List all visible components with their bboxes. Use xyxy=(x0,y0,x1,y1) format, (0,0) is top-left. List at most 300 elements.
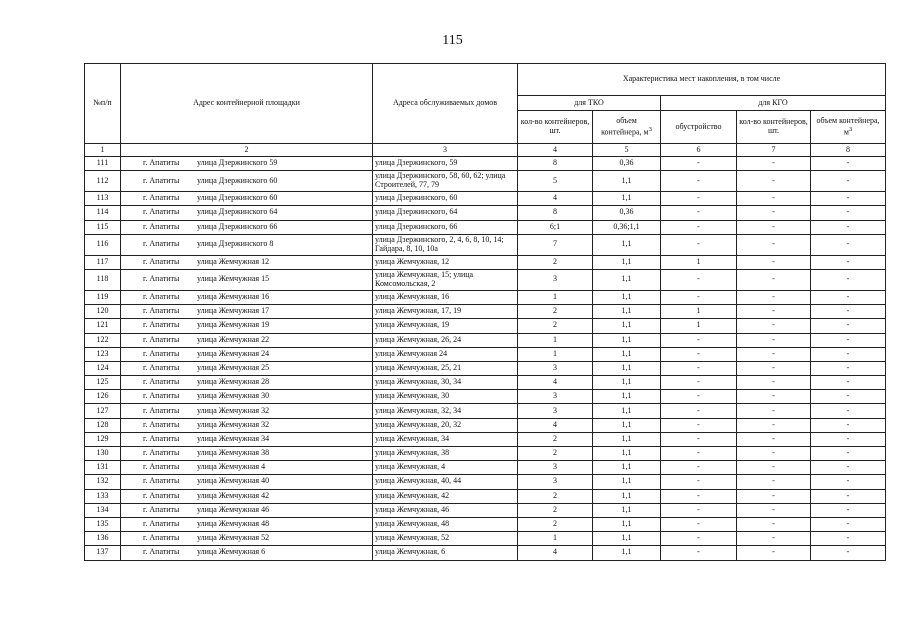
tko-container-volume: 0,36;1,1 xyxy=(593,220,661,234)
kgo-container-volume: - xyxy=(811,532,886,546)
served-houses: улица Жемчужная, 48 xyxy=(373,517,518,531)
served-houses: улица Дзержинского, 66 xyxy=(373,220,518,234)
site-address xyxy=(121,157,373,171)
kgo-container-volume: - xyxy=(811,347,886,361)
col-number: 2 xyxy=(121,144,373,157)
kgo-container-count: - xyxy=(737,255,811,269)
site-city: г. Апатиты xyxy=(143,476,180,486)
site-address xyxy=(121,234,373,255)
table-row xyxy=(85,546,886,560)
kgo-container-count: - xyxy=(737,361,811,375)
site-city: г. Апатиты xyxy=(143,490,180,500)
tko-container-count: 1 xyxy=(518,347,593,361)
site-city: г. Апатиты xyxy=(143,193,180,203)
site-address xyxy=(121,517,373,531)
col-number: 4 xyxy=(518,144,593,157)
site-street: улица Жемчужная 22 xyxy=(197,334,270,344)
site-city: г. Апатиты xyxy=(143,320,180,330)
col-number: 6 xyxy=(661,144,737,157)
kgo-container-count: - xyxy=(737,206,811,220)
site-city: г. Апатиты xyxy=(143,239,180,249)
site-city: г. Апатиты xyxy=(143,175,180,185)
table-row xyxy=(85,333,886,347)
served-houses: улица Жемчужная, 42 xyxy=(373,489,518,503)
site-street: улица Дзержинского 60 xyxy=(197,175,278,185)
tko-container-volume: 1,1 xyxy=(593,447,661,461)
tko-container-count: 7 xyxy=(518,234,593,255)
site-street: улица Жемчужная 16 xyxy=(197,292,270,302)
site-address xyxy=(121,461,373,475)
tko-container-volume: 0,36 xyxy=(593,157,661,171)
table-row xyxy=(85,192,886,206)
tko-container-volume: 1,1 xyxy=(593,404,661,418)
kgo-arrangement: - xyxy=(661,489,737,503)
site-street: улица Жемчужная 40 xyxy=(197,476,270,486)
site-street: улица Дзержинского 8 xyxy=(197,239,274,249)
header-group-tko: для ТКО xyxy=(518,96,661,111)
served-houses: улица Жемчужная, 26, 24 xyxy=(373,333,518,347)
table-row xyxy=(85,171,886,192)
kgo-container-volume: - xyxy=(811,404,886,418)
tko-container-count: 6;1 xyxy=(518,220,593,234)
tko-container-volume: 1,1 xyxy=(593,532,661,546)
served-houses: улица Жемчужная, 16 xyxy=(373,290,518,304)
table-row xyxy=(85,319,886,333)
row-number: 125 xyxy=(85,376,121,390)
tko-container-volume: 1,1 xyxy=(593,376,661,390)
site-street: улица Дзержинского 60 xyxy=(197,193,278,203)
col-number: 5 xyxy=(593,144,661,157)
tko-container-count: 3 xyxy=(518,404,593,418)
site-address xyxy=(121,390,373,404)
kgo-container-volume: - xyxy=(811,418,886,432)
kgo-arrangement: - xyxy=(661,361,737,375)
table-row xyxy=(85,290,886,304)
row-number: 122 xyxy=(85,333,121,347)
col-number: 7 xyxy=(737,144,811,157)
tko-container-count: 2 xyxy=(518,305,593,319)
tko-container-volume: 1,1 xyxy=(593,234,661,255)
kgo-arrangement: - xyxy=(661,347,737,361)
site-street: улица Жемчужная 6 xyxy=(197,547,266,557)
kgo-container-count: - xyxy=(737,461,811,475)
row-number: 118 xyxy=(85,269,121,290)
row-number: 130 xyxy=(85,447,121,461)
site-city: г. Апатиты xyxy=(143,306,180,316)
tko-container-count: 5 xyxy=(518,171,593,192)
kgo-container-count: - xyxy=(737,305,811,319)
row-number: 126 xyxy=(85,390,121,404)
tko-container-count: 2 xyxy=(518,447,593,461)
kgo-arrangement: - xyxy=(661,404,737,418)
kgo-container-count: - xyxy=(737,319,811,333)
site-city: г. Апатиты xyxy=(143,433,180,443)
served-houses: улица Жемчужная, 17, 19 xyxy=(373,305,518,319)
table-row xyxy=(85,432,886,446)
kgo-container-count: - xyxy=(737,234,811,255)
kgo-arrangement: - xyxy=(661,234,737,255)
kgo-arrangement: - xyxy=(661,532,737,546)
tko-container-volume: 1,1 xyxy=(593,546,661,560)
row-number: 132 xyxy=(85,475,121,489)
tko-container-volume: 1,1 xyxy=(593,255,661,269)
header-address: Адрес контейнерной площадки xyxy=(121,64,373,144)
served-houses: улица Жемчужная, 32, 34 xyxy=(373,404,518,418)
row-number: 116 xyxy=(85,234,121,255)
kgo-container-count: - xyxy=(737,489,811,503)
site-city: г. Апатиты xyxy=(143,221,180,231)
header-houses: Адреса обслуживаемых домов xyxy=(373,64,518,144)
served-houses: улица Жемчужная, 38 xyxy=(373,447,518,461)
header-arrangement: обустройство xyxy=(661,111,737,144)
row-number: 129 xyxy=(85,432,121,446)
site-address xyxy=(121,192,373,206)
header-characteristics: Характеристика мест накопления, в том числе xyxy=(518,64,886,96)
site-street: улица Жемчужная 25 xyxy=(197,362,270,372)
kgo-container-volume: - xyxy=(811,546,886,560)
header-volume-kgo: объем контейнера, $м^3$ xyxy=(811,111,886,144)
site-address xyxy=(121,290,373,304)
row-number: 111 xyxy=(85,157,121,171)
kgo-container-count: - xyxy=(737,532,811,546)
kgo-container-count: - xyxy=(737,171,811,192)
site-address xyxy=(121,333,373,347)
kgo-container-count: - xyxy=(737,290,811,304)
row-number: 123 xyxy=(85,347,121,361)
kgo-arrangement: - xyxy=(661,503,737,517)
table-body xyxy=(85,157,886,561)
table-row xyxy=(85,517,886,531)
kgo-container-volume: - xyxy=(811,319,886,333)
kgo-arrangement: - xyxy=(661,447,737,461)
site-city: г. Апатиты xyxy=(143,391,180,401)
site-city: г. Апатиты xyxy=(143,519,180,529)
header-volume-kgo-sup: 3 xyxy=(848,125,853,133)
kgo-container-count: - xyxy=(737,503,811,517)
kgo-container-count: - xyxy=(737,376,811,390)
table-row xyxy=(85,390,886,404)
site-city: г. Апатиты xyxy=(143,207,180,217)
tko-container-count: 3 xyxy=(518,269,593,290)
tko-container-volume: 1,1 xyxy=(593,361,661,375)
site-city: г. Апатиты xyxy=(143,334,180,344)
site-street: улица Жемчужная 12 xyxy=(197,256,270,266)
kgo-arrangement: - xyxy=(661,192,737,206)
tko-container-count: 4 xyxy=(518,546,593,560)
site-address xyxy=(121,319,373,333)
kgo-container-volume: - xyxy=(811,157,886,171)
site-address xyxy=(121,376,373,390)
kgo-container-volume: - xyxy=(811,171,886,192)
site-street: улица Жемчужная 19 xyxy=(197,320,270,330)
tko-container-count: 3 xyxy=(518,390,593,404)
kgo-container-count: - xyxy=(737,404,811,418)
tko-container-volume: 1,1 xyxy=(593,269,661,290)
served-houses: улица Жемчужная, 12 xyxy=(373,255,518,269)
tko-container-count: 8 xyxy=(518,206,593,220)
site-address xyxy=(121,532,373,546)
table-row xyxy=(85,255,886,269)
kgo-container-count: - xyxy=(737,220,811,234)
site-address xyxy=(121,269,373,290)
site-address xyxy=(121,475,373,489)
container-sites-table xyxy=(84,63,886,561)
table-row xyxy=(85,503,886,517)
site-address xyxy=(121,206,373,220)
site-street: улица Жемчужная 42 xyxy=(197,490,270,500)
kgo-container-volume: - xyxy=(811,234,886,255)
site-street: улица Дзержинского 59 xyxy=(197,158,278,168)
site-street: улица Жемчужная 48 xyxy=(197,519,270,529)
served-houses: улица Дзержинского, 64 xyxy=(373,206,518,220)
col-number: 3 xyxy=(373,144,518,157)
header-count-tko: кол-во контейнеров, шт. xyxy=(518,111,593,144)
kgo-container-count: - xyxy=(737,418,811,432)
site-street: улица Дзержинского 64 xyxy=(197,207,278,217)
table-row xyxy=(85,447,886,461)
site-street: улица Жемчужная 17 xyxy=(197,306,270,316)
table-row xyxy=(85,347,886,361)
tko-container-volume: 1,1 xyxy=(593,503,661,517)
site-street: улица Жемчужная 4 xyxy=(197,462,266,472)
row-number: 133 xyxy=(85,489,121,503)
site-street: улица Жемчужная 15 xyxy=(197,274,270,284)
kgo-container-volume: - xyxy=(811,269,886,290)
kgo-container-volume: - xyxy=(811,475,886,489)
site-street: улица Дзержинского 66 xyxy=(197,221,278,231)
table-row xyxy=(85,206,886,220)
table-row xyxy=(85,157,886,171)
site-city: г. Апатиты xyxy=(143,292,180,302)
site-city: г. Апатиты xyxy=(143,419,180,429)
kgo-container-volume: - xyxy=(811,255,886,269)
kgo-container-volume: - xyxy=(811,517,886,531)
col-number: 1 xyxy=(85,144,121,157)
kgo-container-volume: - xyxy=(811,206,886,220)
site-street: улица Жемчужная 34 xyxy=(197,433,270,443)
tko-container-volume: 1,1 xyxy=(593,489,661,503)
site-address xyxy=(121,347,373,361)
site-address xyxy=(121,447,373,461)
table-row xyxy=(85,461,886,475)
kgo-arrangement: - xyxy=(661,432,737,446)
kgo-arrangement: 1 xyxy=(661,255,737,269)
tko-container-count: 2 xyxy=(518,319,593,333)
site-city: г. Апатиты xyxy=(143,448,180,458)
site-address xyxy=(121,404,373,418)
kgo-arrangement: 1 xyxy=(661,305,737,319)
table-row xyxy=(85,489,886,503)
row-number: 117 xyxy=(85,255,121,269)
tko-container-count: 2 xyxy=(518,517,593,531)
site-street: улица Жемчужная 38 xyxy=(197,448,270,458)
site-address xyxy=(121,361,373,375)
kgo-container-volume: - xyxy=(811,192,886,206)
kgo-arrangement: - xyxy=(661,517,737,531)
row-number: 121 xyxy=(85,319,121,333)
table-row xyxy=(85,269,886,290)
kgo-arrangement: - xyxy=(661,546,737,560)
served-houses: улица Жемчужная 24 xyxy=(373,347,518,361)
tko-container-count: 4 xyxy=(518,192,593,206)
kgo-container-volume: - xyxy=(811,390,886,404)
tko-container-volume: 0,36 xyxy=(593,206,661,220)
row-number: 136 xyxy=(85,532,121,546)
kgo-container-volume: - xyxy=(811,489,886,503)
col-number: 8 xyxy=(811,144,886,157)
site-address xyxy=(121,546,373,560)
site-street: улица Жемчужная 32 xyxy=(197,405,270,415)
kgo-container-count: - xyxy=(737,333,811,347)
kgo-arrangement: - xyxy=(661,376,737,390)
site-city: г. Апатиты xyxy=(143,405,180,415)
kgo-arrangement: - xyxy=(661,220,737,234)
tko-container-count: 3 xyxy=(518,361,593,375)
kgo-container-volume: - xyxy=(811,447,886,461)
tko-container-count: 1 xyxy=(518,290,593,304)
kgo-arrangement: - xyxy=(661,390,737,404)
table-row xyxy=(85,361,886,375)
site-city: г. Апатиты xyxy=(143,348,180,358)
tko-container-volume: 1,1 xyxy=(593,347,661,361)
header-volume-tko-sup: 3 xyxy=(648,125,652,133)
served-houses: улица Жемчужная, 52 xyxy=(373,532,518,546)
row-number: 119 xyxy=(85,290,121,304)
table-row xyxy=(85,404,886,418)
row-number: 127 xyxy=(85,404,121,418)
tko-container-count: 1 xyxy=(518,333,593,347)
kgo-container-count: - xyxy=(737,192,811,206)
site-city: г. Апатиты xyxy=(143,256,180,266)
kgo-container-count: - xyxy=(737,269,811,290)
row-number: 113 xyxy=(85,192,121,206)
kgo-arrangement: - xyxy=(661,206,737,220)
row-number: 114 xyxy=(85,206,121,220)
table-row xyxy=(85,475,886,489)
site-street: улица Жемчужная 28 xyxy=(197,377,270,387)
kgo-arrangement: - xyxy=(661,418,737,432)
site-address xyxy=(121,255,373,269)
site-city: г. Апатиты xyxy=(143,533,180,543)
tko-container-count: 3 xyxy=(518,461,593,475)
kgo-container-volume: - xyxy=(811,503,886,517)
site-address xyxy=(121,171,373,192)
table-row xyxy=(85,220,886,234)
tko-container-volume: 1,1 xyxy=(593,390,661,404)
tko-container-volume: 1,1 xyxy=(593,290,661,304)
served-houses: улица Жемчужная, 30 xyxy=(373,390,518,404)
kgo-arrangement: - xyxy=(661,290,737,304)
kgo-arrangement: - xyxy=(661,171,737,192)
site-street: улица Жемчужная 30 xyxy=(197,391,270,401)
served-houses: улица Дзержинского, 58, 60, 62; улица Строителей, 77, 79 xyxy=(373,171,518,192)
site-address xyxy=(121,503,373,517)
kgo-container-volume: - xyxy=(811,361,886,375)
tko-container-volume: 1,1 xyxy=(593,418,661,432)
tko-container-volume: 1,1 xyxy=(593,192,661,206)
table-row xyxy=(85,376,886,390)
served-houses: улица Жемчужная, 20, 32 xyxy=(373,418,518,432)
header-count-kgo: кол-во контейнеров, шт. xyxy=(737,111,811,144)
row-number: 135 xyxy=(85,517,121,531)
site-street: улица Жемчужная 24 xyxy=(197,348,270,358)
tko-container-count: 4 xyxy=(518,418,593,432)
kgo-container-count: - xyxy=(737,432,811,446)
tko-container-volume: 1,1 xyxy=(593,517,661,531)
tko-container-volume: 1,1 xyxy=(593,319,661,333)
page-number: 115 xyxy=(442,33,463,48)
row-number: 115 xyxy=(85,220,121,234)
served-houses: улица Дзержинского, 60 xyxy=(373,192,518,206)
row-number: 112 xyxy=(85,171,121,192)
site-city: г. Апатиты xyxy=(143,462,180,472)
kgo-container-count: - xyxy=(737,390,811,404)
kgo-container-count: - xyxy=(737,546,811,560)
served-houses: улица Жемчужная, 4 xyxy=(373,461,518,475)
row-number: 120 xyxy=(85,305,121,319)
tko-container-volume: 1,1 xyxy=(593,461,661,475)
kgo-arrangement: - xyxy=(661,461,737,475)
served-houses: улица Дзержинского, 2, 4, 6, 8, 10, 14; Гайдара, 8, 10, 10а xyxy=(373,234,518,255)
kgo-container-count: - xyxy=(737,347,811,361)
kgo-container-volume: - xyxy=(811,333,886,347)
row-number: 134 xyxy=(85,503,121,517)
tko-container-volume: 1,1 xyxy=(593,305,661,319)
served-houses: улица Жемчужная, 25, 21 xyxy=(373,361,518,375)
tko-container-volume: 1,1 xyxy=(593,432,661,446)
site-address xyxy=(121,220,373,234)
kgo-container-volume: - xyxy=(811,290,886,304)
served-houses: улица Жемчужная, 34 xyxy=(373,432,518,446)
tko-container-count: 8 xyxy=(518,157,593,171)
served-houses: улица Жемчужная, 40, 44 xyxy=(373,475,518,489)
kgo-container-count: - xyxy=(737,157,811,171)
served-houses: улица Дзержинского, 59 xyxy=(373,157,518,171)
tko-container-count: 2 xyxy=(518,255,593,269)
kgo-arrangement: - xyxy=(661,269,737,290)
site-city: г. Апатиты xyxy=(143,504,180,514)
row-number: 137 xyxy=(85,546,121,560)
table-row xyxy=(85,305,886,319)
served-houses: улица Жемчужная, 46 xyxy=(373,503,518,517)
tko-container-volume: 1,1 xyxy=(593,475,661,489)
tko-container-count: 4 xyxy=(518,376,593,390)
header-num: №п/п xyxy=(85,64,121,144)
tko-container-count: 1 xyxy=(518,532,593,546)
site-street: улица Жемчужная 32 xyxy=(197,419,270,429)
site-address xyxy=(121,432,373,446)
site-street: улица Жемчужная 52 xyxy=(197,533,270,543)
row-number: 131 xyxy=(85,461,121,475)
served-houses: улица Жемчужная, 19 xyxy=(373,319,518,333)
site-address xyxy=(121,489,373,503)
tko-container-count: 2 xyxy=(518,489,593,503)
served-houses: улица Жемчужная, 6 xyxy=(373,546,518,560)
row-number: 124 xyxy=(85,361,121,375)
kgo-arrangement: - xyxy=(661,475,737,489)
header-volume-tko: объем контейнера, $м^3$ xyxy=(593,111,661,144)
kgo-container-volume: - xyxy=(811,461,886,475)
kgo-container-volume: - xyxy=(811,432,886,446)
site-city: г. Апатиты xyxy=(143,158,180,168)
kgo-arrangement: - xyxy=(661,157,737,171)
site-street: улица Жемчужная 46 xyxy=(197,504,270,514)
site-city: г. Апатиты xyxy=(143,274,180,284)
tko-container-volume: 1,1 xyxy=(593,333,661,347)
kgo-arrangement: 1 xyxy=(661,319,737,333)
kgo-arrangement: - xyxy=(661,333,737,347)
site-address xyxy=(121,305,373,319)
